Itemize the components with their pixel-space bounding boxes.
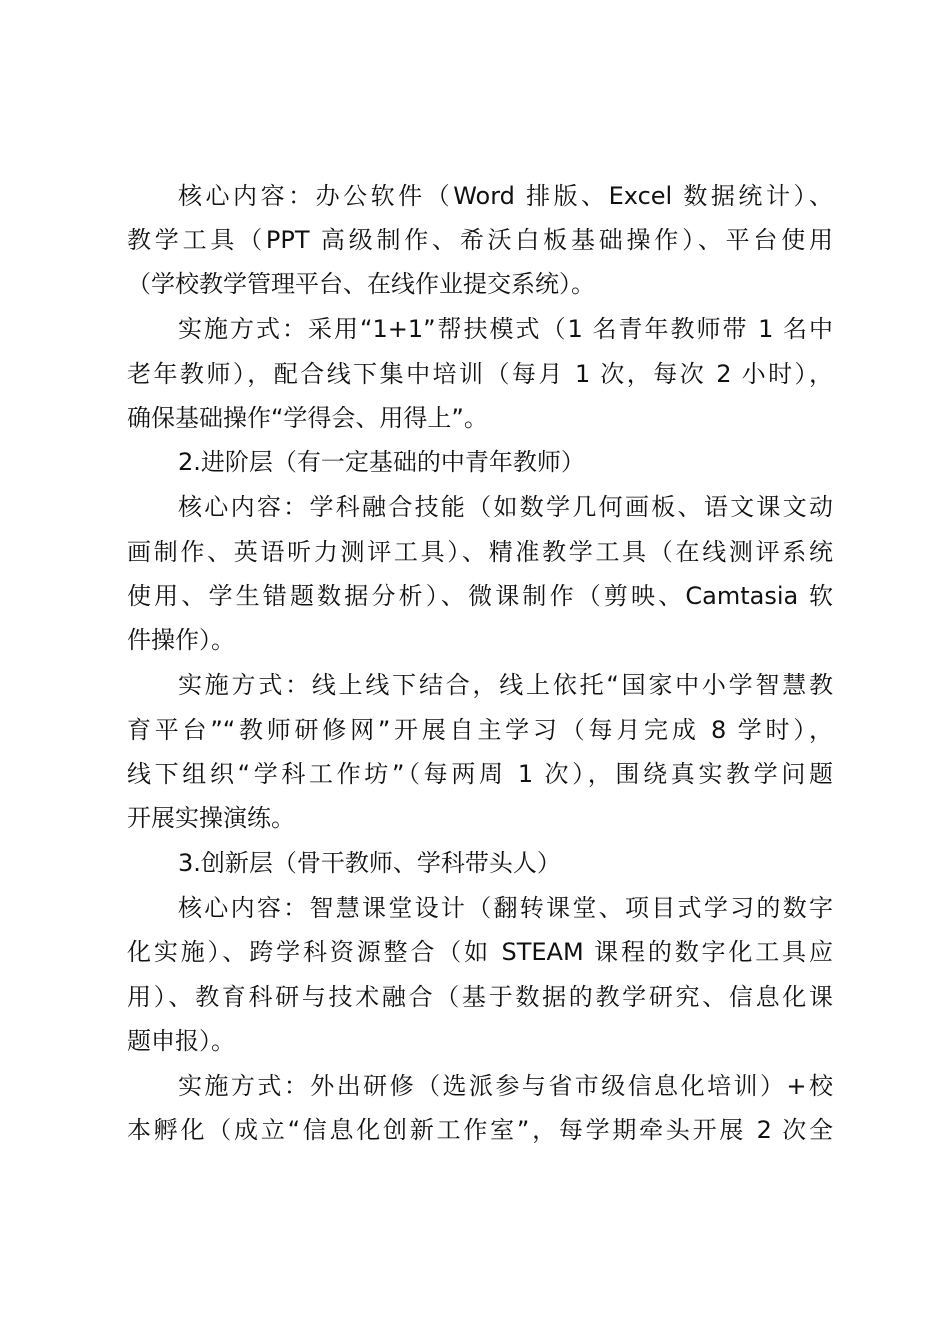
paragraph-line: 使用、学生错题数据分析）、微课制作（剪映、Camtasia 软 — [127, 582, 833, 610]
paragraph-line: 核心内容：学科融合技能（如数学几何画板、语文课文动 — [178, 493, 833, 521]
paragraph-line: 实施方式：外出研修（选派参与省市级信息化培训）+校 — [178, 1072, 833, 1100]
paragraph-line: 件操作）。 — [127, 626, 235, 654]
paragraph-line: 育平台”“教师研修网”开展自主学习（每月完成 8 学时）， — [127, 716, 833, 744]
paragraph-line: 老年教师），配合线下集中培训（每月 1 次，每次 2 小时）， — [127, 360, 833, 388]
paragraph-line: 实施方式：采用“1+1”帮扶模式（1 名青年教师带 1 名中 — [178, 315, 833, 343]
paragraph-line: 题申报）。 — [127, 1027, 235, 1055]
paragraph-line: 线下组织“学科工作坊”（每两周 1 次），围绕真实教学问题 — [127, 760, 833, 788]
paragraph-line: 本孵化（成立“信息化创新工作室”，每学期牵头开展 2 次全 — [127, 1116, 833, 1144]
section-heading: 2.进阶层（有一定基础的中青年教师） — [178, 448, 585, 476]
paragraph-line: 用）、教育科研与技术融合（基于数据的教学研究、信息化课 — [127, 983, 833, 1011]
paragraph-line: 化实施）、跨学科资源整合（如 STEAM 课程的数字化工具应 — [127, 938, 833, 966]
paragraph-line: 画制作、英语听力测评工具）、精准教学工具（在线测评系统 — [127, 538, 833, 566]
paragraph-line: 实施方式：线上线下结合，线上依托“国家中小学智慧教 — [178, 671, 833, 699]
paragraph-line: （学校教学管理平台、在线作业提交系统）。 — [127, 270, 595, 298]
paragraph-line: 确保基础操作“学得会、用得上”。 — [127, 404, 488, 432]
paragraph-line: 教学工具（PPT 高级制作、希沃白板基础操作）、平台使用 — [127, 226, 833, 254]
paragraph-line: 开展实操演练。 — [127, 804, 295, 832]
section-heading: 3.创新层（骨干教师、学科带头人） — [178, 849, 561, 877]
paragraph-line: 核心内容：智慧课堂设计（翻转课堂、项目式学习的数字 — [178, 894, 833, 922]
paragraph-line: 核心内容：办公软件（Word 排版、Excel 数据统计）、 — [178, 182, 833, 210]
